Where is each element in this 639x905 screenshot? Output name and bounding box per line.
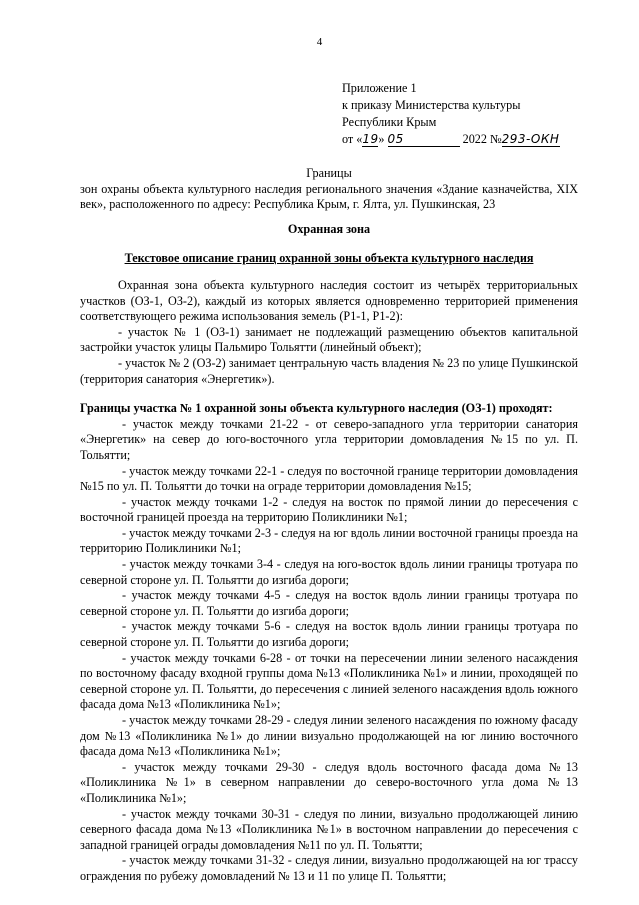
boundary-item: - участок между точками 28-29 - следуя линии зеленого насаждения по южному фасаду дом №13 «Поликлиника №1» до линии визуально продолжающей на юг линию восточного фасада дома №13 «Поликлиника №1»; [80, 713, 578, 759]
date-mid: » [378, 132, 388, 146]
year-label: 2022 № [462, 132, 502, 146]
boundary-item: - участок между точками 4-5 - следуя на восток вдоль линии границы тротуара по северной стороне ул. П. Тольятти до изгиба дороги; [80, 588, 578, 618]
appendix-block [342, 80, 560, 148]
appendix-line-2: к приказу Министерства культуры [342, 98, 521, 112]
boundary-item: - участок между точками 2-3 - следуя на юг вдоль линии восточной границы проезда на территорию Поликлиники №1; [80, 525, 578, 556]
boundary-item: - участок между точками 21-22 - от северо-западного угла территории санатория «Энергетик» на север до юго-восточного угла территории домовладения №15 по ул. П. Тольятти; [80, 416, 578, 462]
appendix-line-1: Приложение 1 [342, 81, 417, 95]
boundaries-heading: Границы участка № 1 охранной зоны объекта культурного наследия (ОЗ-1) проходят: [80, 401, 553, 416]
zone-heading: Охранная зона [287, 221, 371, 236]
document-title: Границы [306, 166, 352, 180]
appendix-date-line [342, 131, 560, 148]
intro-item-2: - участок № 2 (ОЗ-2) занимает центральную часть владения № 23 по улице Пушкинской (территория санатория «Энергетик»). [80, 355, 578, 386]
boundary-item: - участок между точками 1-2 - следуя на восток по прямой линии до пересечения с восточной границей проезда на территорию Поликлиники №1; [80, 494, 578, 525]
handwritten-number: 293-ОКН [501, 132, 560, 146]
page-number: 4 [316, 36, 323, 48]
boundary-item: - участок между точками 6-28 - от точки на пересечении линии зеленого насаждения по восточному фасаду входной группы дома №13 «Поликлиника №1» и линии, проходящей по северной стороне ул. П. Тольятти, до пересечения с линией зеленого насаждения вдоль южного фасада дома №13 «Поликлиника №1»; [80, 650, 578, 712]
document-body [80, 166, 578, 885]
boundary-item: - участок между точками 22-1 - следуя по восточной границе территории домовладения №15 по ул. П. Тольятти до точки на ограде территории домовладения №15; [80, 463, 578, 494]
section-heading: Текстовое описание границ охранной зоны объекта культурного наследия [124, 251, 534, 266]
boundary-item: - участок между точками 31-32 - следуя линии, визуально продолжающей на юг трассу ограждения по рубежу домовладений № 13 и 11 по улице П. Тольятти; [80, 853, 578, 883]
handwritten-day: 19 [362, 132, 379, 146]
intro-paragraph: Охранная зона объекта культурного наследия состоит из четырёх территориальных участков (ОЗ-1, ОЗ-2), каждый из которых является одновременно территорией применения соответствующего режима использования земель (Р1-1, Р1-2): [80, 277, 578, 324]
date-prefix: от « [342, 132, 363, 146]
boundary-item: - участок между точками 30-31 - следуя по линии, визуально продолжающей линию северного фасада дома №13 «Поликлиника №1» в восточном направлении до пересечения с западной границей ограды домовладения №11 по ул. П. Тольятти; [80, 806, 578, 852]
boundary-item: - участок между точками 5-6 - следуя на восток вдоль линии границы тротуара по северной стороне ул. П. Тольятти до изгиба дороги; [80, 619, 578, 650]
document-subtitle: зон охраны объекта культурного наследия регионального значения «Здание казначейства, XIX век», расположенного по адресу: Республика Крым, г. Ялта, ул. Пушкинская, 23 [80, 181, 578, 212]
handwritten-month: 05 [388, 133, 460, 147]
boundary-item: - участок между точками 29-30 - следуя вдоль восточного фасада дома №13 «Поликлиника №1» в северном направлении до северо-восточного угла дома №13 «Поликлиника №1»; [80, 759, 578, 805]
intro-item-1: - участок № 1 (ОЗ-1) занимает не подлежащий размещению объектов капитальной застройки участок улицы Пальмиро Тольятти (линейный объект); [80, 324, 578, 355]
appendix-line-3: Республики Крым [342, 115, 437, 129]
boundary-item: - участок между точками 3-4 - следуя на юго-восток вдоль линии границы тротуара по северной стороне ул. П. Тольятти до изгиба дороги; [80, 557, 578, 587]
